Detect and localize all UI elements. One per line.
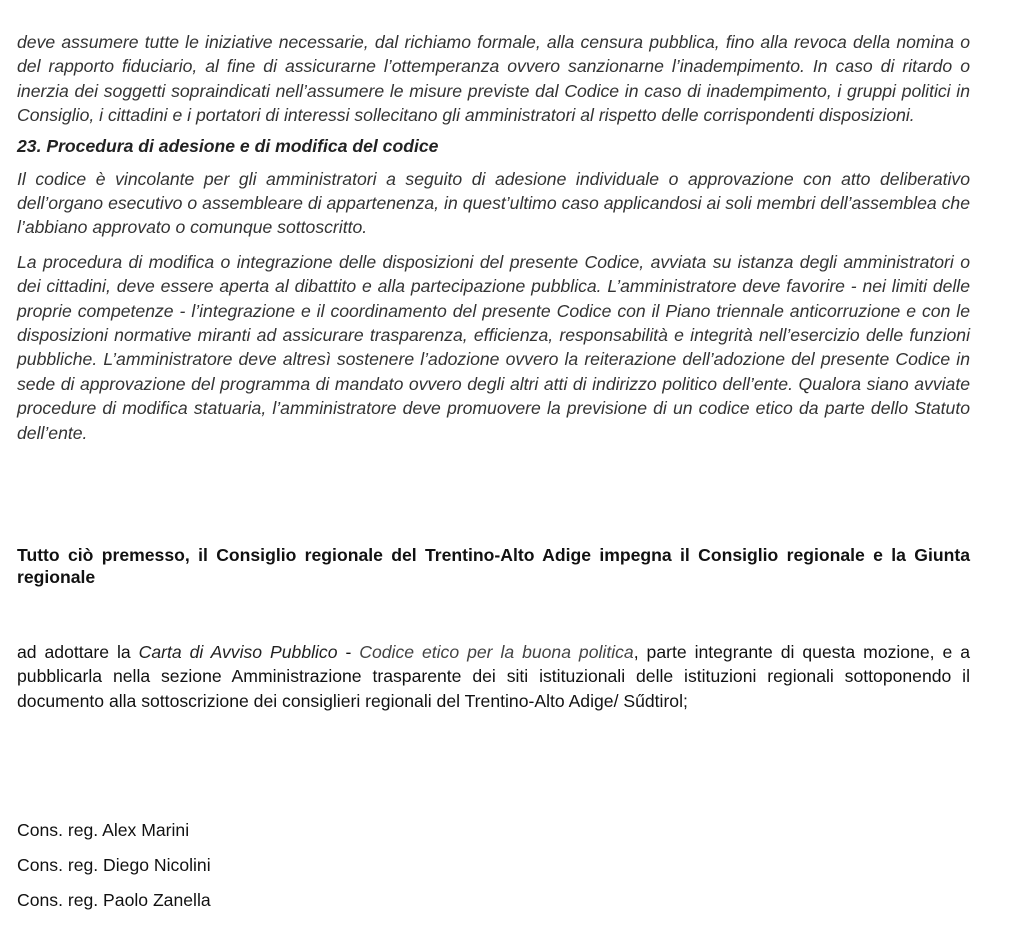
commitment-rest: , parte integrante di questa mozione, e a pubblicarla nella sezione Amministrazione trasparente dei siti istituzionali delle istituzioni regionali sottoponendo il documento alla sottoscrizione dei consiglieri regionali del Trentino-Alto Adige/ Sűdtirol; <box>17 642 970 711</box>
section-23-paragraph-1: Il codice è vincolante per gli amministratori a seguito di adesione individuale o approvazione con atto deliberativo dell’organo esecutivo o assembleare di appartenenza, in quest’ultimo caso applicandosi ai soli membri dell’assemblea che l’abbiano approvato o comunque sottoscritto. <box>17 168 970 238</box>
document-page <box>17 30 970 445</box>
resolution-commitment <box>17 640 970 713</box>
commitment-dash: - <box>337 642 360 662</box>
signature: Cons. reg. Paolo Zanella <box>17 890 211 910</box>
signature: Cons. reg. Diego Nicolini <box>17 855 211 875</box>
section-23-paragraph-2: La procedura di modifica o integrazione delle disposizioni del presente Codice, avviata su istanza degli amministratori o dei cittadini, deve essere aperta al dibattito e alla partecipazione pubblica. L’amministratore deve favorire - nei limiti delle proprie competenze - l’integrazione e il coordinamento del presente Codice con il Piano triennale anticorruzione e con le disposizioni normative miranti ad assicurare trasparenza, efficienza, responsabilità e integrità nell’esercizio delle funzioni pubbliche. L’amministratore deve altresì sostenere l’adozione ovvero la reiterazione dell’adozione del presente Codice in sede di approvazione del programma di mandato ovvero degli altri atti di indirizzo politico dell’ente. Qualora siano avviate procedure di modifica statuaria, l’amministratore deve promuovere la previsione di un codice etico da parte dello Statuto dell’ente. <box>17 251 970 443</box>
commitment-prefix: ad adottare la <box>17 642 139 662</box>
resolution-premise: Tutto ciò premesso, il Consiglio regionale del Trentino-Alto Adige impegna il Consiglio regionale e la Giunta regionale <box>17 545 970 587</box>
commitment-title-1: Carta di Avviso Pubblico <box>138 642 338 662</box>
section-22-tail-paragraph: deve assumere tutte le iniziative necessarie, dal richiamo formale, alla censura pubblica, fino alla revoca della nomina o del rapporto fiduciario, al fine di assicurarne l’ottemperanza ovvero sanzionarne l’inadempimento. In caso di ritardo o inerzia dei soggetti sopraindicati nell’assumere le misure previste dal Codice in caso di inadempimento, i gruppi politici in Consiglio, i cittadini e i portatori di interessi sollecitano gli amministratori al rispetto delle corrispondenti disposizioni. <box>17 32 970 126</box>
signature: Cons. reg. Alex Marini <box>17 820 190 840</box>
section-23-heading: 23. Procedura di adesione e di modifica del codice <box>17 135 439 156</box>
commitment-title-2: Codice etico per la buona politica <box>359 642 634 662</box>
